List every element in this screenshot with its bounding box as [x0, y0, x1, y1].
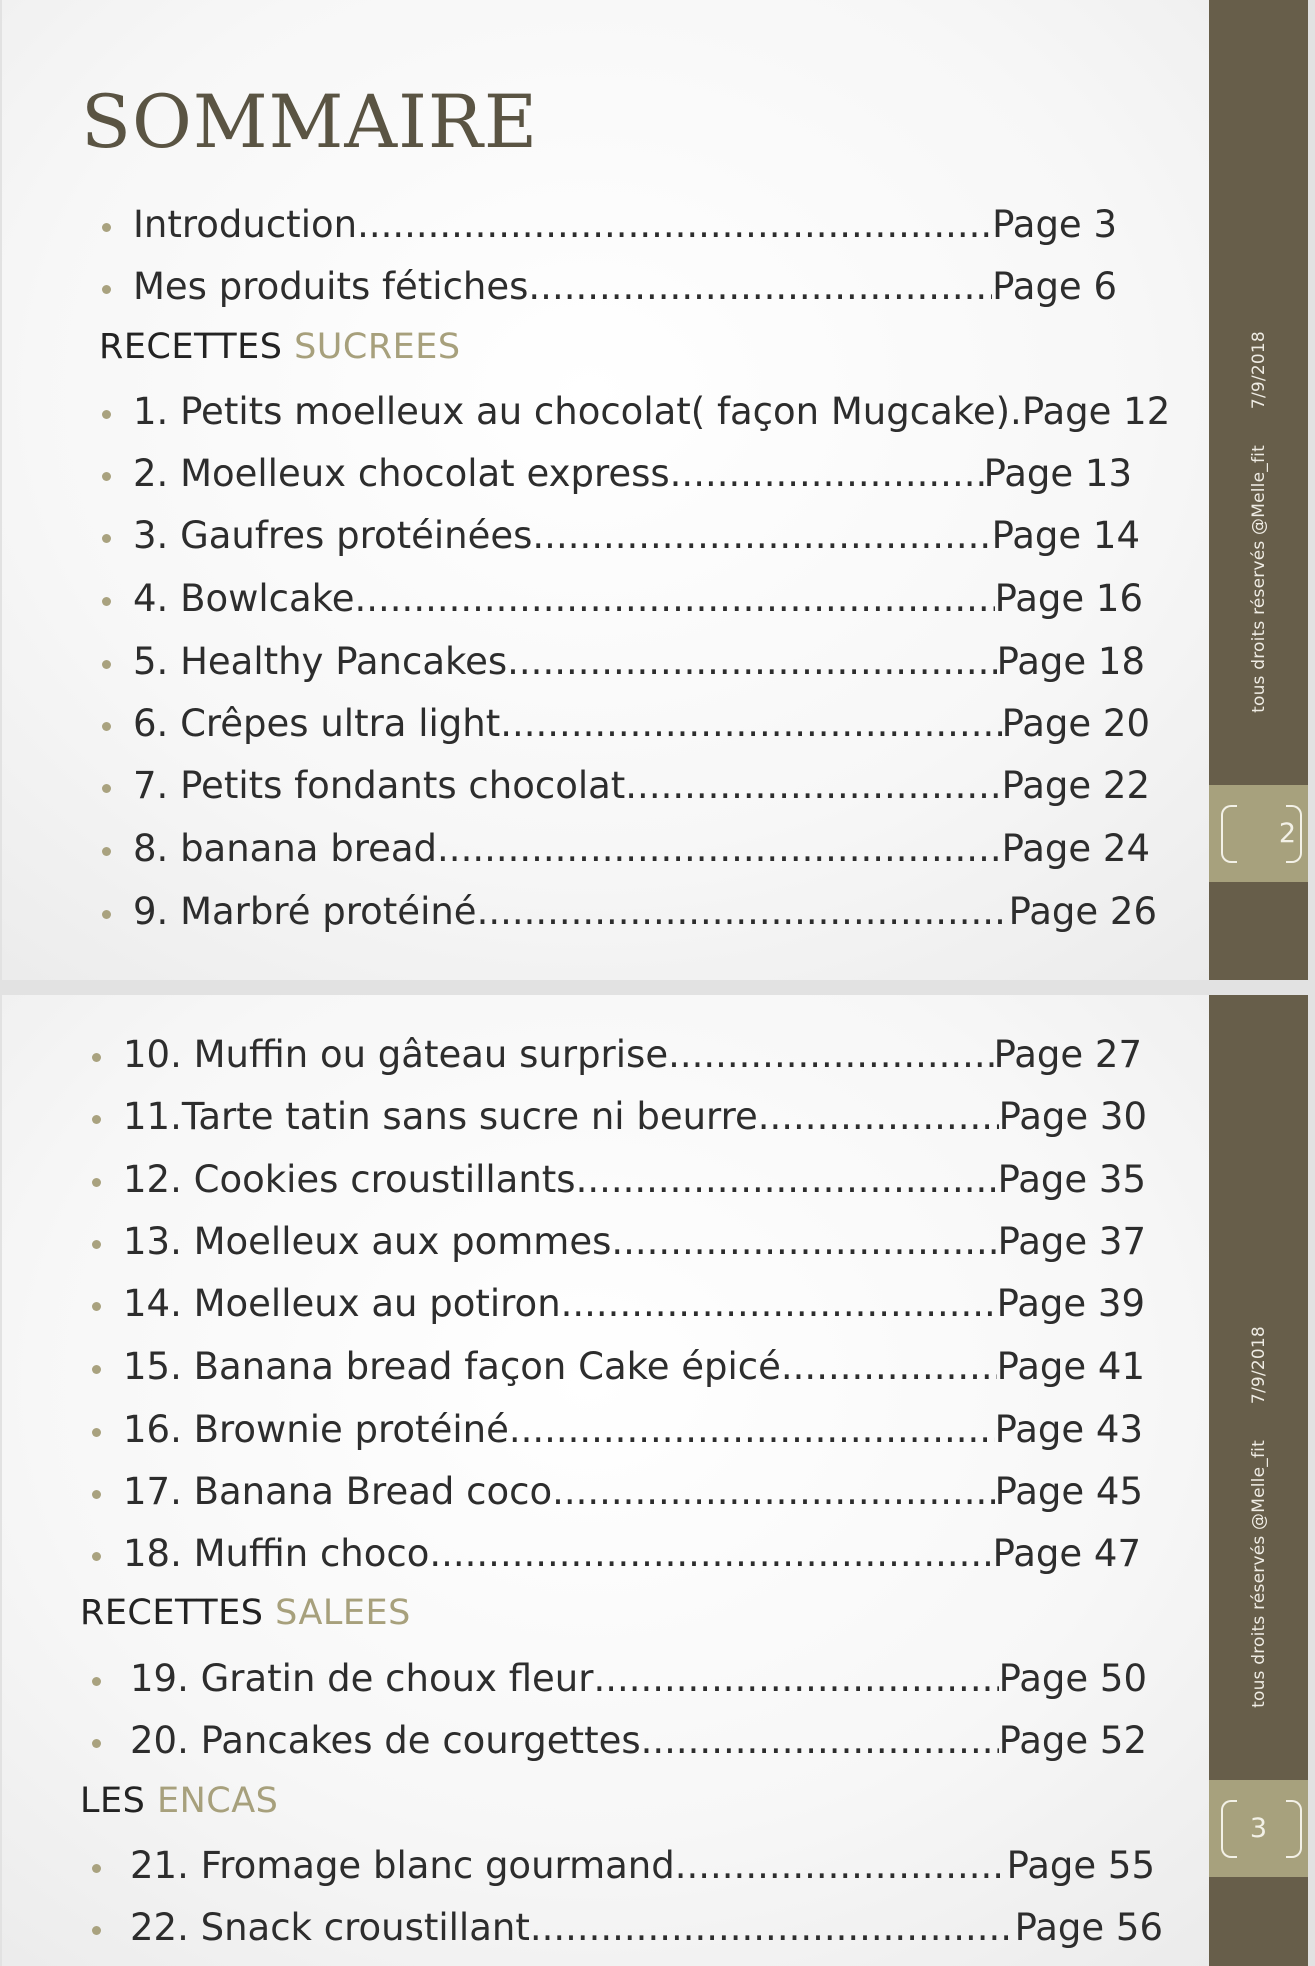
bullet-icon	[92, 1490, 101, 1499]
dot-leader	[668, 1033, 993, 1076]
dot-leader	[528, 265, 992, 308]
dot-leader	[641, 1719, 999, 1762]
bullet-icon	[92, 1178, 101, 1187]
bullet-icon	[102, 223, 111, 232]
bullet-icon	[92, 1365, 101, 1374]
toc-item-recipe-18[interactable]: 18. Muffin choco ..... Page 47	[123, 1532, 1141, 1575]
toc-item-recipe-9[interactable]: 9. Marbré protéiné ..... Page 26	[133, 890, 1157, 933]
dot-leader	[507, 640, 996, 683]
section-heading-encas: LES ENCAS	[80, 1781, 279, 1821]
dot-leader	[355, 577, 995, 620]
slide-3	[2, 995, 1308, 1966]
dot-leader	[477, 890, 1009, 933]
dot-leader	[500, 702, 1001, 745]
dot-leader	[429, 1532, 992, 1575]
slide-sidebar	[1209, 995, 1308, 1966]
bullet-icon	[102, 597, 111, 606]
dot-leader	[758, 1095, 999, 1138]
toc-item-recipe-17[interactable]: 17. Banana Bread coco ..... Page 45	[123, 1470, 1143, 1513]
sidebar-footer-text: tous droits réservés @Melle_fit7/9/2018	[1248, 1326, 1269, 1708]
dot-leader	[437, 827, 1002, 870]
page-number-box	[1209, 1780, 1308, 1877]
bullet-icon	[102, 722, 111, 731]
dot-leader	[509, 1408, 995, 1451]
bullet-icon	[102, 847, 111, 856]
toc-item-recipe-22[interactable]: 22. Snack croustillant ..... Page 56	[130, 1906, 1163, 1949]
toc-item-recipe-21[interactable]: 21. Fromage blanc gourmand ..... Page 55	[130, 1844, 1155, 1887]
toc-item-recipe-20[interactable]: 20. Pancakes de courgettes ..... Page 52	[130, 1719, 1147, 1762]
dot-leader	[675, 1844, 1007, 1887]
section-heading-salees: RECETTES SALEES	[80, 1593, 411, 1633]
bullet-icon	[92, 1677, 101, 1686]
toc-item-introduction[interactable]: Introduction ..... Page 3	[133, 203, 1117, 246]
toc-item-recipe-11[interactable]: 11.Tarte tatin sans sucre ni beurre ..... Page 30	[123, 1095, 1147, 1138]
slide-sidebar	[1209, 0, 1308, 980]
toc-item-recipe-13[interactable]: 13. Moelleux aux pommes ..... Page 37	[123, 1220, 1146, 1263]
bullet-icon	[92, 1739, 101, 1748]
bullet-icon	[102, 660, 111, 669]
toc-item-recipe-1[interactable]: 1. Petits moelleux au chocolat( façon Mugcake). Page 12	[133, 390, 1129, 433]
bullet-icon	[92, 1428, 101, 1437]
section-heading-sucrees: RECETTES SUCREES	[99, 327, 461, 367]
bullet-icon	[92, 1053, 101, 1062]
dot-leader	[561, 1282, 997, 1325]
bullet-icon	[102, 285, 111, 294]
toc-item-recipe-2[interactable]: 2. Moelleux chocolat express ..... Page 13	[133, 452, 1132, 495]
bullet-icon	[102, 910, 111, 919]
dot-leader	[552, 1470, 994, 1513]
bullet-icon	[92, 1302, 101, 1311]
toc-item-recipe-3[interactable]: 3. Gaufres protéinées ..... Page 14	[133, 514, 1140, 557]
sidebar-footer-text: tous droits réservés @Melle_fit7/9/2018	[1248, 331, 1269, 713]
dot-leader	[611, 1220, 997, 1263]
toc-item-recipe-16[interactable]: 16. Brownie protéiné ..... Page 43	[123, 1408, 1143, 1451]
dot-leader	[530, 1906, 1015, 1949]
toc-item-recipe-14[interactable]: 14. Moelleux au potiron ..... Page 39	[123, 1282, 1145, 1325]
page-title: SOMMAIRE	[81, 80, 539, 165]
toc-item-recipe-15[interactable]: 15. Banana bread façon Cake épicé ..... Page 41	[123, 1345, 1145, 1388]
dot-leader	[532, 514, 991, 557]
bullet-icon	[92, 1240, 101, 1249]
slide-2	[2, 0, 1308, 980]
bullet-icon	[92, 1115, 101, 1124]
dot-leader	[576, 1158, 998, 1201]
bullet-icon	[102, 472, 111, 481]
page-number: 3	[1249, 1813, 1268, 1844]
bullet-icon	[102, 410, 111, 419]
toc-item-recipe-10[interactable]: 10. Muffin ou gâteau surprise ..... Page 27	[123, 1033, 1142, 1076]
toc-item-recipe-8[interactable]: 8. banana bread ..... Page 24	[133, 827, 1150, 870]
toc-item-recipe-6[interactable]: 6. Crêpes ultra light ..... Page 20	[133, 702, 1150, 745]
dot-leader	[625, 764, 1001, 807]
toc-item-recipe-4[interactable]: 4. Bowlcake ..... Page 16	[133, 577, 1143, 620]
toc-item-recipe-7[interactable]: 7. Petits fondants chocolat ..... Page 22	[133, 764, 1150, 807]
toc-item-produits[interactable]: Mes produits fétiches ..... Page 6	[133, 265, 1117, 308]
toc-item-recipe-5[interactable]: 5. Healthy Pancakes ..... Page 18	[133, 640, 1145, 683]
left-bracket-icon	[1221, 805, 1237, 863]
bullet-icon	[102, 534, 111, 543]
dot-leader	[593, 1657, 998, 1700]
toc-item-recipe-19[interactable]: 19. Gratin de choux fleur ..... Page 50	[130, 1657, 1147, 1700]
bullet-icon	[92, 1552, 101, 1561]
dot-leader	[781, 1345, 997, 1388]
toc-item-recipe-12[interactable]: 12. Cookies croustillants ..... Page 35	[123, 1158, 1146, 1201]
page-number-box	[1209, 785, 1308, 882]
bullet-icon	[92, 1926, 101, 1935]
bullet-icon	[102, 784, 111, 793]
page-number: 2	[1278, 818, 1296, 849]
dot-leader	[357, 203, 992, 246]
bullet-icon	[92, 1864, 101, 1873]
dot-leader	[670, 452, 984, 495]
